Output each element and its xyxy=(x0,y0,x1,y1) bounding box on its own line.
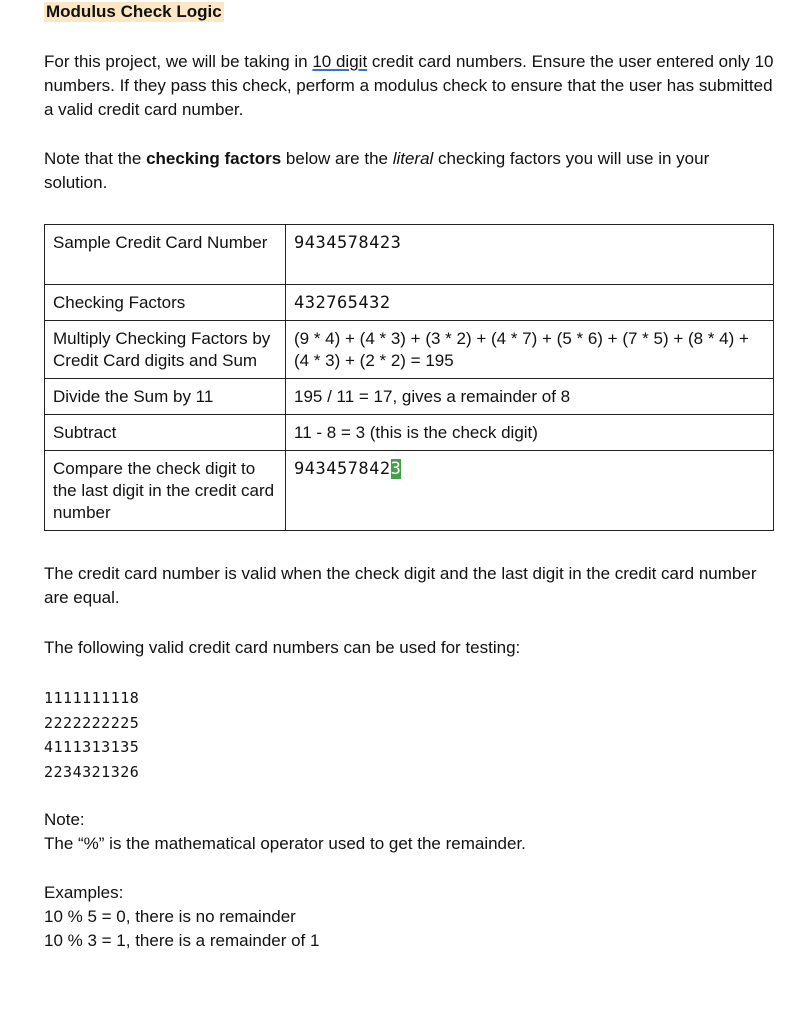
note-block xyxy=(44,808,774,856)
intro-paragraph xyxy=(44,50,774,122)
test-number-list xyxy=(44,686,139,784)
factors-note-after: checking factors you will use in your solution. xyxy=(44,149,710,192)
table-row xyxy=(45,225,774,285)
list-item: 1111111118 xyxy=(44,689,140,707)
table-value-cell xyxy=(286,451,774,531)
table-row xyxy=(45,379,774,415)
validity-paragraph: The credit card number is valid when the check digit and the last digit in the credit card number are equal. xyxy=(44,564,757,607)
table-value-cell: (9 * 4) + (4 * 3) + (3 * 2) + (4 * 7) + (5 * 6) + (7 * 5) + (8 * 4) + (4 * 3) + (2 * 2) = 195 xyxy=(286,321,774,379)
list-item: 2234321326 xyxy=(44,762,140,781)
example-line: 10 % 5 = 0, there is no remainder xyxy=(44,907,296,926)
table-row xyxy=(45,285,774,321)
highlighted-check-digit: 3 xyxy=(390,459,402,479)
factors-note-before: Note that the xyxy=(44,149,147,168)
card-number-prefix: 943457842 xyxy=(294,459,391,479)
table-value-cell: 11 - 8 = 3 (this is the check digit) xyxy=(286,415,774,451)
table-label-cell: Multiply Checking Factors by Credit Card digits and Sum xyxy=(45,321,286,379)
table-label-cell: Compare the check digit to the last digit in the credit card number xyxy=(45,451,286,531)
factors-note-paragraph xyxy=(44,147,774,195)
table-label-cell: Sample Credit Card Number xyxy=(45,225,286,285)
table-label-cell: Subtract xyxy=(45,415,286,451)
examples-heading: Examples: xyxy=(44,883,124,902)
example-line: 10 % 3 = 1, there is a remainder of 1 xyxy=(44,931,320,950)
intro-underlined-text: 10 digit xyxy=(312,52,368,71)
note-text: The “%” is the mathematical operator used to get the remainder. xyxy=(44,834,526,853)
intro-text-before: For this project, we will be taking in xyxy=(44,52,313,71)
table-row xyxy=(45,415,774,451)
list-item: 2222222225 xyxy=(44,713,140,732)
testing-intro: The following valid credit card numbers can be used for testing: xyxy=(44,638,521,657)
modulus-logic-table xyxy=(44,224,774,531)
factors-note-italic: literal xyxy=(392,149,434,168)
factors-note-middle: below are the xyxy=(281,149,393,168)
factors-note-bold: checking factors xyxy=(146,149,282,168)
table-value-cell: 195 / 11 = 17, gives a remainder of 8 xyxy=(286,379,774,415)
intro-text-after: credit card numbers. Ensure the user entered only 10 numbers. If they pass this check, perform a modulus check to ensure that the user has submitted a valid credit card number. xyxy=(44,52,774,119)
examples-block xyxy=(44,881,774,953)
table-label-cell: Divide the Sum by 11 xyxy=(45,379,286,415)
table-row xyxy=(45,321,774,379)
table-value-cell: 432765432 xyxy=(286,285,774,321)
table-row xyxy=(45,451,774,531)
page-title: Modulus Check Logic xyxy=(46,2,222,21)
list-item: 4111313135 xyxy=(44,738,140,756)
table-value-cell: 9434578423 xyxy=(286,225,774,285)
table-label-cell: Checking Factors xyxy=(45,285,286,321)
note-heading: Note: xyxy=(44,810,85,829)
title-block xyxy=(44,2,224,22)
